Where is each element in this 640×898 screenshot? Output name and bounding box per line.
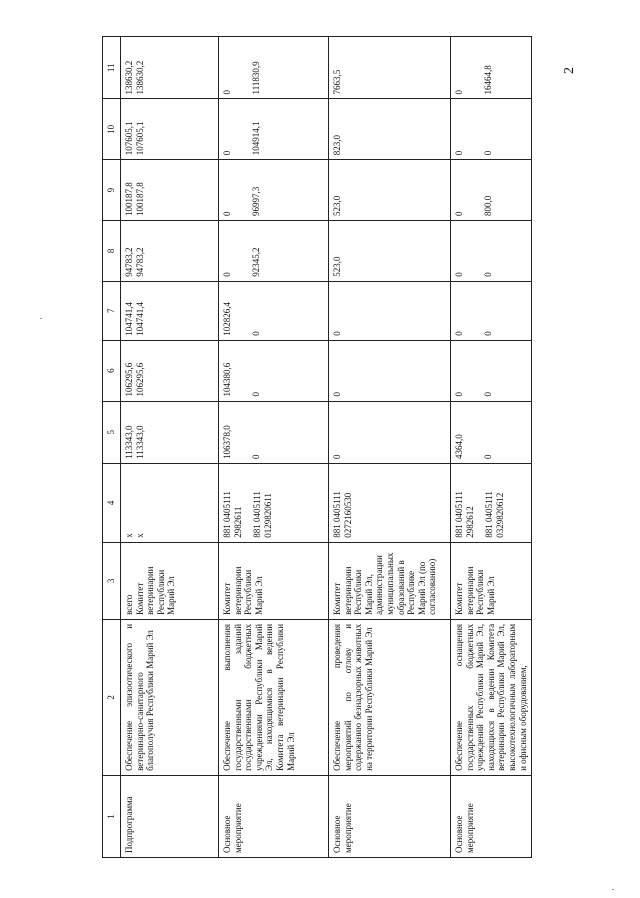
- value-cell: [121, 281, 219, 340]
- value: 0: [329, 281, 451, 340]
- value-cell: [219, 220, 329, 281]
- value: 0: [222, 211, 232, 216]
- table-row: [329, 37, 451, 858]
- value-cell: [451, 340, 532, 401]
- row-type: Основное мероприятие: [329, 775, 451, 857]
- value-cell: [219, 99, 329, 160]
- table-row: [451, 37, 532, 858]
- value: 0: [222, 89, 232, 95]
- value: 4364,0: [454, 434, 464, 459]
- value-cell: [451, 220, 532, 281]
- scan-speck: [40, 318, 42, 319]
- value: 94783,2: [134, 247, 145, 277]
- executor-name: Комитет ветеринарии Республики Марий Эл: [451, 542, 532, 619]
- row-description: Обеспечение эпизоотического и ветеринарно-санитарного благополучия Республики Марий Эл: [121, 619, 219, 775]
- value: 7663,5: [329, 37, 451, 99]
- header-row: [103, 37, 121, 858]
- row-description: Обеспечение выполнения государственными заданий государственными бюджетных учреждениями Республики Марий Эл, находящимися в ведении Комитета ветеринарии Республики Марий Эл: [219, 619, 329, 775]
- budget-code-cell: [219, 463, 329, 542]
- value-cell: [451, 160, 532, 221]
- value: 0: [454, 331, 464, 336]
- budget-code: 881 0405111 0129820611: [252, 491, 273, 538]
- value-cell: [451, 281, 532, 340]
- row-type: Основное мероприятие: [451, 775, 532, 857]
- value: 100187,8: [124, 182, 134, 216]
- value: 111830,9: [250, 61, 261, 95]
- value: 102826,4: [222, 302, 232, 336]
- value-cell: [219, 281, 329, 340]
- value: 0: [454, 392, 464, 397]
- scan-speck: [612, 889, 614, 890]
- header-cell: 8: [103, 220, 121, 281]
- budget-code-cell: [121, 463, 219, 542]
- budget-code: x: [124, 533, 134, 538]
- header-cell: 4: [103, 463, 121, 542]
- value: 0: [482, 150, 493, 156]
- header-cell: 3: [103, 542, 121, 619]
- header-cell: 1: [103, 775, 121, 857]
- budget-code: 881 0405111 2982611: [222, 491, 243, 538]
- value: 106295,6: [124, 362, 134, 397]
- header-cell: 5: [103, 401, 121, 463]
- value-cell: [121, 220, 219, 281]
- value: 100187,8: [134, 182, 145, 216]
- value-cell: [451, 99, 532, 160]
- value: 0: [482, 272, 493, 277]
- value: 104914,1: [250, 121, 261, 156]
- value-cell: [121, 37, 219, 99]
- value: 0: [329, 340, 451, 401]
- header-cell: 10: [103, 99, 121, 160]
- executor-cell: [121, 542, 219, 619]
- row-description: Обеспечение оснащения государственных бюджетных учреждений Республики Марий Эл, находящихся в ведении Комитета ветеринарии Республики Марий Эл, высокотехнологичным лабораторным и офисным оборудованием,: [451, 619, 532, 775]
- value: 0: [454, 150, 464, 156]
- row-type: Основное мероприятие: [219, 775, 329, 857]
- value: 106378,0: [222, 425, 232, 459]
- value-cell: [121, 340, 219, 401]
- value: 0: [222, 150, 232, 156]
- value: 138630,2: [134, 60, 145, 95]
- value-cell: [219, 37, 329, 99]
- budget-code: x: [134, 533, 145, 538]
- value: 0: [482, 331, 493, 336]
- header-cell: 11: [103, 37, 121, 99]
- executor-name: Комитет ветеринарии Республики Марий Эл: [134, 566, 177, 615]
- rotated-table-container: [102, 36, 528, 858]
- value: 523,0: [329, 220, 451, 281]
- value: 523,0: [329, 160, 451, 221]
- value: 16464,8: [482, 65, 493, 95]
- header-cell: 6: [103, 340, 121, 401]
- row-type: Подпрограмма: [121, 775, 219, 857]
- budget-code-cell: [451, 463, 532, 542]
- executor-name: Комитет ветеринарии Республики Марий Эл, администрации муниципальных образований в Республике Марий Эл (по согласованию): [329, 542, 451, 619]
- value-cell: [219, 401, 329, 463]
- value: 0: [250, 392, 261, 397]
- row-description: Обеспечение проведения мероприятий по отлову и содержанию безнадзорных животных на территории Республики Марий Эл: [329, 619, 451, 775]
- value: 92345,2: [250, 247, 261, 277]
- header-cell: 7: [103, 281, 121, 340]
- value: 104741,4: [134, 302, 145, 336]
- value: 0: [250, 331, 261, 336]
- budget-code: 881 0405111 0329820612: [484, 491, 505, 538]
- budget-code: 881 0405111 2982612: [454, 491, 475, 538]
- value: 0: [454, 89, 464, 95]
- value: 94783,2: [124, 247, 134, 277]
- value: 0: [250, 454, 261, 459]
- value-cell: [121, 99, 219, 160]
- page-number: 2: [562, 67, 577, 74]
- budget-table: [102, 36, 532, 858]
- budget-code: 881 0405111 0272160530: [329, 463, 451, 542]
- executor-name: Комитет ветеринарии Республики Марий Эл: [219, 542, 329, 619]
- value: 0: [454, 211, 464, 216]
- value: 0: [329, 401, 451, 463]
- value: 104380,6: [222, 362, 232, 397]
- table-row: [219, 37, 329, 858]
- executor-total: всего: [124, 594, 134, 615]
- value: 106295,6: [134, 362, 145, 397]
- value: 113343,0: [134, 425, 145, 459]
- value: 96997,3: [250, 186, 261, 216]
- value: 104741,4: [124, 302, 134, 336]
- value: 0: [482, 392, 493, 397]
- value: 0: [222, 272, 232, 277]
- value-cell: [121, 160, 219, 221]
- value: 0: [454, 272, 464, 277]
- value-cell: [219, 340, 329, 401]
- value-cell: [451, 401, 532, 463]
- value: 138630,2: [124, 60, 134, 95]
- value: 800,0: [482, 195, 493, 216]
- value: 0: [482, 454, 493, 459]
- value: 113343,0: [124, 425, 134, 459]
- value-cell: [219, 160, 329, 221]
- value-cell: [451, 37, 532, 99]
- value: 107605,1: [124, 121, 134, 156]
- value: 823,0: [329, 99, 451, 160]
- header-cell: 2: [103, 619, 121, 775]
- value-cell: [121, 401, 219, 463]
- table-row: [121, 37, 219, 858]
- header-cell: 9: [103, 160, 121, 221]
- value: 107605,1: [134, 121, 145, 156]
